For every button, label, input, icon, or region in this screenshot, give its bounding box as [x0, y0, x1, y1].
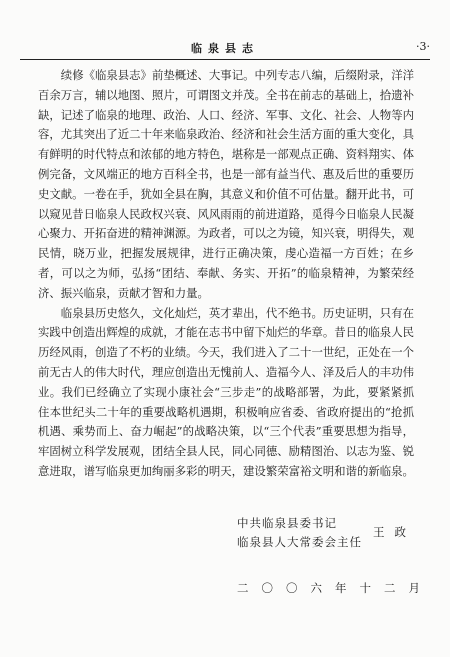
signer-role: 中共临泉县委书记 — [237, 516, 337, 530]
signature-block — [237, 514, 417, 552]
preface-body — [38, 66, 414, 482]
header-rule — [20, 59, 430, 60]
page-header — [20, 40, 430, 60]
paragraph: 临泉县历史悠久，文化灿烂，英才辈出，代不绝书。历史证明，只有在实践中创造出辉煌的成就，才能在志书中留下灿烂的华章。昔日的临泉人民历经风雨，创造了不朽的业绩。今天，我们进入了二十一世纪，正处在一个前无古人的伟大时代，理应创造出无愧前人、造福今人、泽及后人的丰功伟业。我们已经确立了实现小康社会“三步走”的战略部署，为此，要紧紧抓住本世纪头二十年的重要战略机遇期，积极响应省委、省政府提出的“抢抓机遇、乘势而上、奋力崛起”的战略决策，以“三个代表”重要思想为指导，牢固树立科学发展观，团结全县人民，同心同德、励精图治、以志为鉴、锐意进取，谱写临泉更加绚丽多彩的明天，建设繁荣富裕文明和谐的新临泉。 — [38, 305, 414, 478]
running-title: 临泉县志 — [191, 42, 259, 55]
signer-role: 临泉县人大常委会主任 — [237, 535, 362, 549]
paragraph: 续修《临泉县志》前垫概述、大事记。中列专志八编，后缀附录，洋洋百余万言，辅以地图、照片，可谓图文并茂。全书在前志的基础上，拾遗补缺，记述了临泉的地理、政治、人口、经济、军事、文化、社会、人物等内容，尤其突出了近二十年来临泉政治、经济和社会生活方面的重大变化，具有鲜明的时代特点和浓郁的地方特色，堪称是一部观点正确、资料翔实、体例完备，文风端正的地方百科全书，也是一部有益当代、惠及后世的重要历史文献。一卷在手，犹如全县在胸，其意义和价值不可估量。翻开此书，可以窥见昔日临泉人民政权兴衰、风风雨雨的前进道路，觅得今日临泉人民凝心聚力、开拓奋进的精神渊源。为政者，可以之为镜，知兴衰，明得失，观民情，晓万业，把握发展规律，进行正确决策，虔心造福一方百姓；在乡者，可以之为师，弘扬“团结、奉献、务实、开拓”的临泉精神，为繁荣经济、振兴临泉，贡献才智和力量。 — [38, 68, 414, 300]
page-number: ·3· — [416, 40, 430, 53]
signature-date: 二〇〇六年十二月 — [237, 581, 433, 595]
signer-name: 王政 — [373, 525, 416, 539]
